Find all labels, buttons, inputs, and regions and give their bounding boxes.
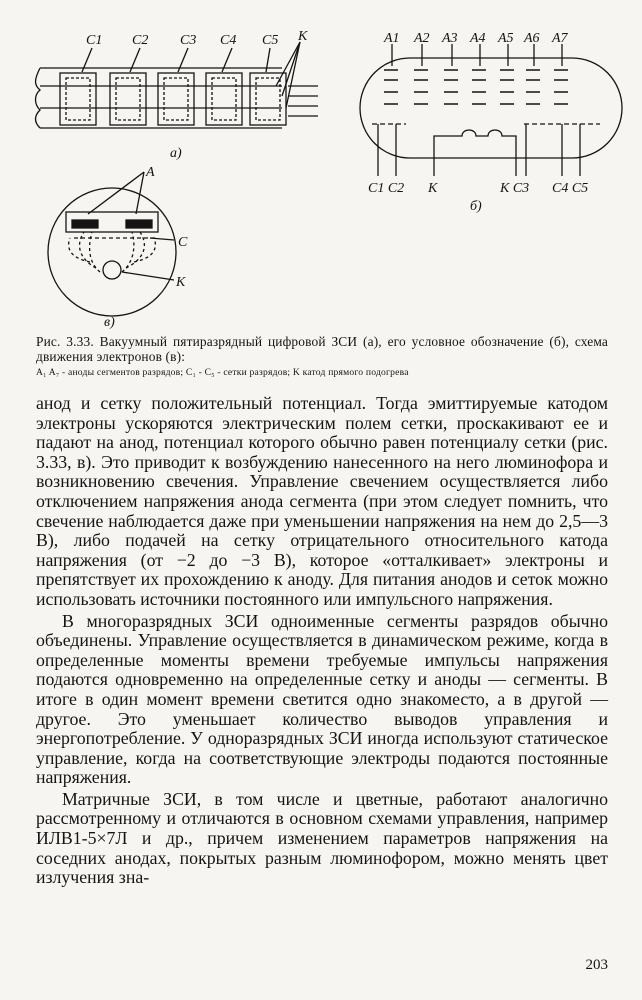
panel-a-label: а) <box>170 146 182 161</box>
panel-b-drawing <box>360 44 622 176</box>
panel-a-labels <box>86 29 308 161</box>
bottom-label-c4c5: C4 C5 <box>552 181 589 196</box>
anode-label-a6: A6 <box>524 31 540 46</box>
paragraph-2: В многоразрядных ЗСИ одноименные сегменты разрядов обычно объединены. Управление осуществляется в динамическом режиме, когда в определенные моменты времени требуемые импульсы напряжения подаются одновременно на определенные сетку и аноды — сегменты. В итоге в один момент времени светится одно знакоместо, а в другой — другое. Это уменьшает количество выводов управления и энергопотребление. У одноразрядных ЗСИ иногда используют статическое управление, когда на соответствующие электроды подаются постоянные напряжения. <box>36 610 608 788</box>
panel-v-drawing <box>48 172 176 316</box>
anode-label-a4: A4 <box>470 31 486 46</box>
panel-b-label: б) <box>470 199 482 214</box>
paragraph-1: анод и сетку положительный потенциал. Тогда эмиттируемые катодом электроны ускоряются электрическим полем сетки, проскакивают ее и падают на анод, потенциал которого обычно равен потенциалу сетки (рис. 3.33, в). Это приводит к возбуждению нанесенного на него люминофора и возникновению свечения. Управление свечением осуществляется либо отключением напряжения анода сегмента (при этом следует помнить, что свечение наблюдается даже при уменьшении напряжения на нем до 2,5—3 В), либо подачей на сетку отрицательного относительного катода напряжения (от −2 до −3 В), которое «отталкивает» электроны и препятствует их прохождению к аноду. Для питания анодов и сеток можно использовать источники постоянного или импульсного напряжения. <box>36 393 608 609</box>
anode-label-a7: A7 <box>552 31 568 46</box>
figure-3-33 <box>0 0 642 330</box>
anode-label-a5: A5 <box>498 31 514 46</box>
grid-label-v: C <box>178 235 188 250</box>
grid-label-c1: C1 <box>86 33 103 48</box>
figure-caption <box>36 334 608 380</box>
panel-v-label: в) <box>104 315 115 330</box>
page-number: 203 <box>585 957 608 973</box>
cathode-label-v: K <box>176 275 186 290</box>
anode-label-a3: A3 <box>442 31 458 46</box>
bottom-label-kc3: K C3 <box>500 181 530 196</box>
figure-drawing <box>0 0 642 330</box>
grid-label-c4: C4 <box>220 33 237 48</box>
cathode-label-a: K <box>298 29 308 44</box>
anode-label-a2: A2 <box>414 31 430 46</box>
grid-label-c3: C3 <box>180 33 197 48</box>
caption-main: Рис. 3.33. Вакуумный пятиразрядный цифровой ЗСИ (а), его условное обозначение (б), схема движения электронов (в): <box>36 334 608 364</box>
paragraph-3: Матричные ЗСИ, в том числе и цветные, работают аналогично рассмотренному и отличаются в основном схемами управления, например ИЛВ1-5×7Л и др., причем изменением параметров напряжения на соседних анодах, покрытых разным люминофором, можно менять цвет излучения зна- <box>36 788 608 888</box>
anode-label-v: A <box>146 165 155 180</box>
body-text <box>36 394 608 888</box>
grid-label-c5: C5 <box>262 33 279 48</box>
grid-label-c2: C2 <box>132 33 149 48</box>
anode-label-a1: A1 <box>384 31 400 46</box>
caption-legend: A₁ A₇ - аноды сегментов разрядов; C₁ - C₅ - сетки разрядов; K катод прямого подогрева <box>36 367 409 378</box>
bottom-label-c1c2: C1 C2 <box>368 181 405 196</box>
bottom-label-k1: K <box>428 181 438 196</box>
panel-a-drawing <box>36 42 319 128</box>
